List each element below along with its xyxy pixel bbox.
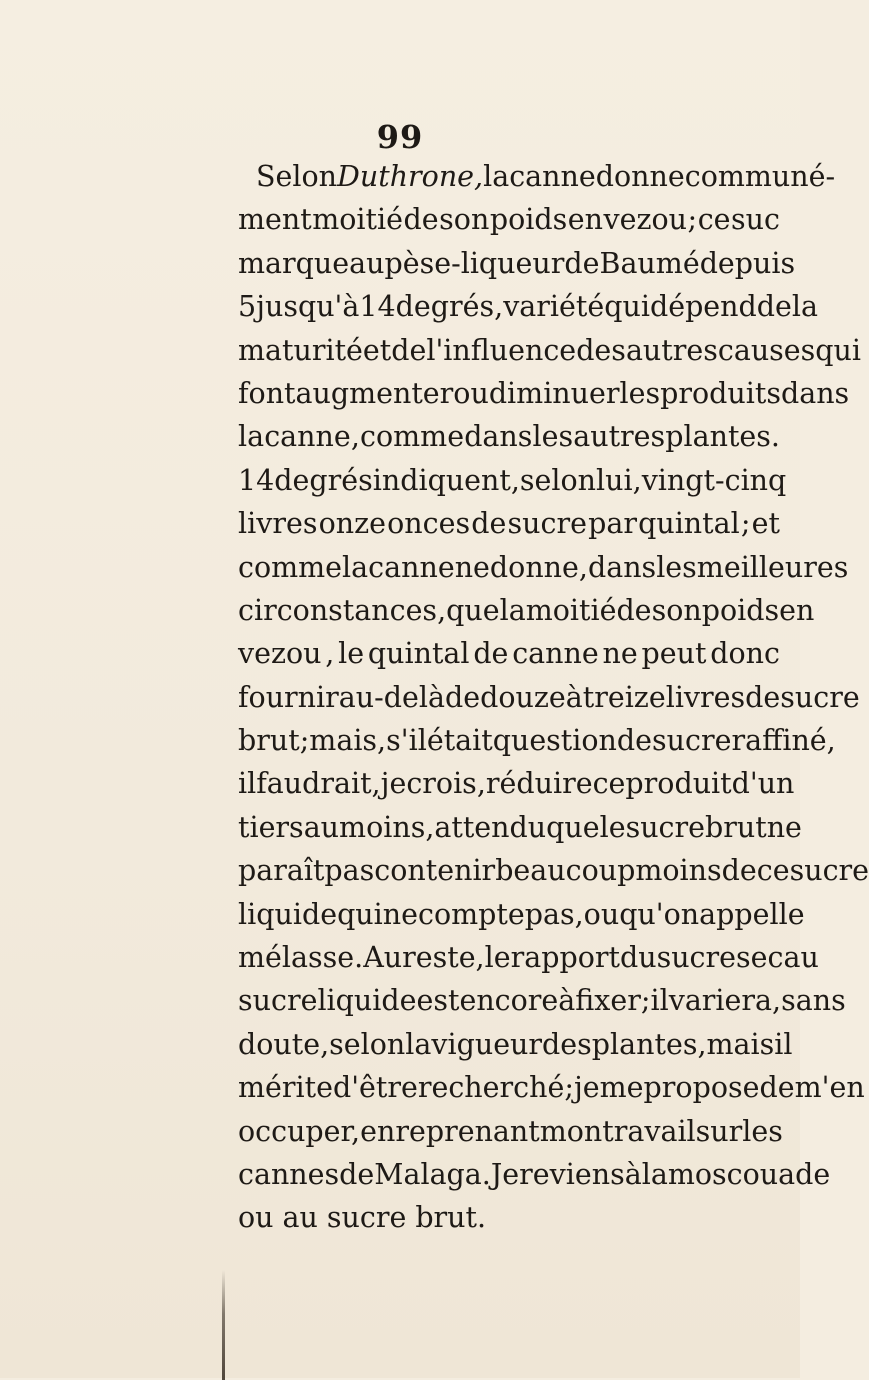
word: sucre bbox=[625, 810, 705, 844]
word: comme bbox=[360, 420, 465, 454]
word: par bbox=[588, 507, 637, 541]
word: au bbox=[303, 810, 340, 844]
word: autres bbox=[573, 420, 666, 454]
word: que bbox=[446, 593, 500, 627]
word: poids bbox=[701, 593, 780, 627]
word: occuper, bbox=[238, 1114, 361, 1148]
word: pas bbox=[524, 897, 575, 931]
word: moins bbox=[339, 810, 426, 844]
text-line bbox=[238, 242, 796, 285]
word: de bbox=[339, 1157, 375, 1191]
word: depuis bbox=[699, 246, 796, 280]
body-text bbox=[238, 155, 869, 1240]
word: ; bbox=[299, 724, 310, 758]
word: marque bbox=[238, 246, 350, 280]
word: question bbox=[492, 724, 617, 758]
word: son bbox=[651, 593, 702, 627]
word: moins bbox=[635, 854, 722, 888]
word: canne bbox=[368, 550, 455, 584]
word: la bbox=[499, 593, 526, 627]
word: livres bbox=[665, 680, 746, 714]
word: , bbox=[437, 593, 447, 627]
word: Au bbox=[363, 941, 403, 975]
word: ne bbox=[382, 897, 419, 931]
word: brut. bbox=[415, 1201, 487, 1235]
word: diminuer bbox=[488, 376, 620, 410]
word: compte bbox=[418, 897, 525, 931]
word: causes bbox=[717, 333, 816, 367]
word: donne bbox=[595, 160, 685, 193]
word: mélasse. bbox=[238, 941, 364, 975]
word: beaucoup bbox=[495, 854, 636, 888]
word: en bbox=[779, 593, 815, 627]
word: vigueur bbox=[431, 1027, 543, 1061]
word: rapport bbox=[510, 941, 620, 975]
word: les bbox=[656, 550, 697, 584]
word: ce bbox=[756, 854, 790, 888]
word: raffiné, bbox=[731, 724, 836, 758]
text-line bbox=[238, 719, 836, 762]
word: sucre bbox=[656, 941, 736, 975]
word: , bbox=[350, 420, 360, 454]
word: le bbox=[484, 941, 511, 975]
word: de bbox=[616, 724, 653, 758]
word: vingt-cinq bbox=[641, 463, 787, 497]
text-line bbox=[238, 372, 850, 415]
word: , bbox=[476, 767, 486, 801]
word: crois bbox=[406, 767, 477, 801]
word: que bbox=[546, 810, 600, 844]
word: dépend bbox=[649, 290, 757, 324]
word: et bbox=[362, 333, 392, 367]
text-line bbox=[238, 546, 849, 589]
word: de bbox=[444, 680, 481, 714]
word: il bbox=[238, 767, 257, 801]
word: quintal bbox=[367, 637, 470, 671]
word: douze bbox=[480, 680, 566, 714]
word: vezou bbox=[238, 637, 322, 671]
word: ce bbox=[697, 203, 731, 237]
word: Je bbox=[490, 1157, 520, 1191]
word: au bbox=[349, 246, 385, 280]
word: fournir bbox=[238, 680, 339, 714]
word: jusqu'à bbox=[256, 290, 360, 324]
word: selon bbox=[329, 1027, 406, 1061]
word: ou bbox=[453, 376, 489, 410]
text-line bbox=[238, 893, 805, 936]
word: est bbox=[416, 984, 460, 1018]
word: le bbox=[338, 637, 365, 671]
word: liquide bbox=[238, 897, 338, 931]
text-line bbox=[238, 632, 780, 675]
word: ; bbox=[740, 507, 751, 541]
word: réduire bbox=[485, 767, 593, 801]
word: la bbox=[483, 160, 510, 193]
word: moitié bbox=[312, 203, 403, 237]
word: 14 bbox=[238, 463, 275, 497]
word: en bbox=[360, 1114, 396, 1148]
word: canne bbox=[264, 420, 351, 454]
text-line bbox=[238, 155, 836, 198]
word: qui bbox=[337, 897, 383, 931]
word: en bbox=[567, 203, 603, 237]
word: du bbox=[619, 941, 657, 975]
word: quintal bbox=[638, 507, 740, 541]
text-line bbox=[238, 415, 780, 458]
word: moscouade bbox=[667, 1157, 831, 1191]
word: doute bbox=[238, 1027, 321, 1061]
margin-mark bbox=[222, 1270, 225, 1380]
word: reste, bbox=[402, 941, 485, 975]
word: dans bbox=[464, 420, 533, 454]
word: ou bbox=[583, 897, 620, 931]
text-line bbox=[238, 1023, 793, 1066]
word: ce bbox=[592, 767, 626, 801]
word: sur bbox=[695, 1114, 743, 1148]
word: reprenant bbox=[395, 1114, 540, 1148]
word: lui, bbox=[596, 463, 642, 497]
word: qu'on bbox=[619, 897, 700, 931]
word: Baumé bbox=[599, 246, 700, 280]
word: et bbox=[751, 507, 780, 541]
word: reviens bbox=[519, 1157, 625, 1191]
word: selon bbox=[519, 463, 597, 497]
word: au bbox=[282, 1201, 318, 1235]
author-name: Duthrone, bbox=[337, 160, 484, 193]
word: fixer; bbox=[575, 984, 651, 1018]
word: dans bbox=[587, 550, 657, 584]
word: maturité bbox=[238, 333, 363, 367]
word: indiquent, bbox=[372, 463, 520, 497]
word: moitié bbox=[525, 593, 617, 627]
word: poids bbox=[489, 203, 568, 237]
word: les bbox=[619, 376, 661, 410]
word: attendu bbox=[434, 810, 547, 844]
word: sucre bbox=[789, 854, 869, 888]
word: peut bbox=[641, 637, 707, 671]
word: de bbox=[564, 246, 600, 280]
text-line bbox=[238, 1196, 780, 1239]
word: mais, bbox=[309, 724, 387, 758]
word: variera, bbox=[668, 984, 782, 1018]
word: tiers bbox=[238, 810, 304, 844]
word: recherché bbox=[417, 1071, 565, 1105]
word: de bbox=[616, 593, 652, 627]
word: pèse-liqueur bbox=[384, 246, 565, 280]
word: autres bbox=[625, 333, 718, 367]
word: était bbox=[426, 724, 493, 758]
word: onces bbox=[387, 507, 471, 541]
word: circonstances bbox=[238, 593, 438, 627]
word: , bbox=[425, 810, 435, 844]
word: contenir bbox=[374, 854, 496, 888]
word: au-delà bbox=[338, 680, 445, 714]
word: cannes bbox=[238, 1157, 340, 1191]
text-line bbox=[238, 329, 862, 372]
word: degrés bbox=[395, 290, 495, 324]
word: brut bbox=[705, 810, 767, 844]
word: paraît bbox=[238, 854, 325, 888]
word: me bbox=[599, 1071, 644, 1105]
text-line bbox=[238, 676, 860, 719]
word: suc bbox=[731, 203, 780, 237]
word: je bbox=[380, 767, 407, 801]
word: d'un bbox=[731, 767, 795, 801]
word: qui bbox=[815, 333, 862, 367]
word: plantes. bbox=[665, 420, 780, 454]
word: les bbox=[532, 420, 574, 454]
text-line bbox=[238, 936, 819, 979]
word: mon bbox=[539, 1114, 603, 1148]
text-line bbox=[238, 849, 869, 892]
word: sucre bbox=[507, 507, 587, 541]
word: à bbox=[624, 1157, 642, 1191]
word: s'il bbox=[386, 724, 427, 758]
word: sucre bbox=[780, 680, 860, 714]
word: ment bbox=[238, 203, 312, 237]
word: produits bbox=[660, 376, 781, 410]
word: m'en bbox=[794, 1071, 865, 1105]
word: d'être bbox=[332, 1071, 418, 1105]
word: de bbox=[756, 290, 792, 324]
word: de bbox=[745, 680, 781, 714]
word: la bbox=[238, 420, 265, 454]
word: augmenter bbox=[295, 376, 454, 410]
word: des bbox=[542, 1027, 592, 1061]
word: les bbox=[742, 1114, 783, 1148]
word: ne bbox=[602, 637, 638, 671]
word: brut bbox=[238, 724, 300, 758]
word: livres bbox=[238, 507, 318, 541]
text-line bbox=[238, 1110, 783, 1153]
text-line bbox=[238, 1066, 865, 1109]
word: à bbox=[558, 984, 576, 1018]
word: je bbox=[573, 1071, 600, 1105]
word: , bbox=[494, 290, 504, 324]
page-number: 99 bbox=[376, 118, 424, 156]
word: ou bbox=[238, 1201, 274, 1235]
text-line bbox=[238, 1153, 831, 1196]
word: variété bbox=[503, 290, 605, 324]
text-line bbox=[238, 198, 780, 241]
word: , bbox=[320, 1027, 330, 1061]
word: , bbox=[325, 637, 335, 671]
word: vezou bbox=[603, 203, 688, 237]
word: il bbox=[774, 1027, 793, 1061]
word: comme bbox=[238, 550, 343, 584]
word: la bbox=[405, 1027, 432, 1061]
word: pas bbox=[324, 854, 375, 888]
word: la bbox=[641, 1157, 668, 1191]
word: de bbox=[471, 507, 507, 541]
text-line bbox=[238, 806, 802, 849]
word: encore bbox=[459, 984, 559, 1018]
word: 5 bbox=[238, 290, 257, 324]
word: de bbox=[403, 203, 439, 237]
word: Malaga. bbox=[374, 1157, 491, 1191]
text-line bbox=[238, 502, 780, 545]
word: 14 bbox=[359, 290, 396, 324]
word: dans bbox=[780, 376, 850, 410]
word: il bbox=[650, 984, 669, 1018]
word: de bbox=[473, 637, 509, 671]
word: donc bbox=[710, 637, 780, 671]
word: , bbox=[574, 897, 584, 931]
word: , bbox=[697, 1027, 707, 1061]
word: canne bbox=[509, 160, 596, 193]
word: faudrait, bbox=[256, 767, 381, 801]
word: font bbox=[238, 376, 296, 410]
text-line bbox=[238, 285, 819, 328]
word: au bbox=[783, 941, 819, 975]
word: meilleures bbox=[696, 550, 849, 584]
word: sec bbox=[736, 941, 784, 975]
word: son bbox=[439, 203, 490, 237]
word: sucre bbox=[238, 984, 318, 1018]
text-line bbox=[238, 459, 787, 502]
word: ; bbox=[687, 203, 698, 237]
text-line bbox=[238, 979, 846, 1022]
word: treize bbox=[582, 680, 666, 714]
word: de bbox=[721, 854, 757, 888]
text-line bbox=[238, 762, 795, 805]
word: la bbox=[342, 550, 369, 584]
word: appelle bbox=[699, 897, 805, 931]
word: ne bbox=[766, 810, 802, 844]
word: l'influence bbox=[426, 333, 577, 367]
word: donne bbox=[489, 550, 579, 584]
word: travail bbox=[602, 1114, 696, 1148]
word: communé- bbox=[684, 160, 836, 193]
word: de bbox=[759, 1071, 795, 1105]
word: sucre bbox=[326, 1201, 407, 1235]
word: Selon bbox=[256, 160, 338, 193]
word: plantes bbox=[591, 1027, 698, 1061]
word: onze bbox=[318, 507, 386, 541]
word: canne bbox=[512, 637, 599, 671]
word: à bbox=[565, 680, 583, 714]
word: la bbox=[791, 290, 819, 324]
word: liquide bbox=[317, 984, 417, 1018]
word: des bbox=[576, 333, 626, 367]
text-line bbox=[238, 589, 815, 632]
word: mérite bbox=[238, 1071, 333, 1105]
word: sucre bbox=[652, 724, 732, 758]
word: propose bbox=[643, 1071, 760, 1105]
word: qui bbox=[604, 290, 650, 324]
word: de bbox=[391, 333, 427, 367]
word: produit bbox=[625, 767, 732, 801]
word: , bbox=[578, 550, 588, 584]
word: ; bbox=[564, 1071, 574, 1105]
word: sans bbox=[781, 984, 846, 1018]
word: mais bbox=[706, 1027, 775, 1061]
word: le bbox=[599, 810, 626, 844]
word: ne bbox=[454, 550, 490, 584]
word: degrés bbox=[274, 463, 373, 497]
